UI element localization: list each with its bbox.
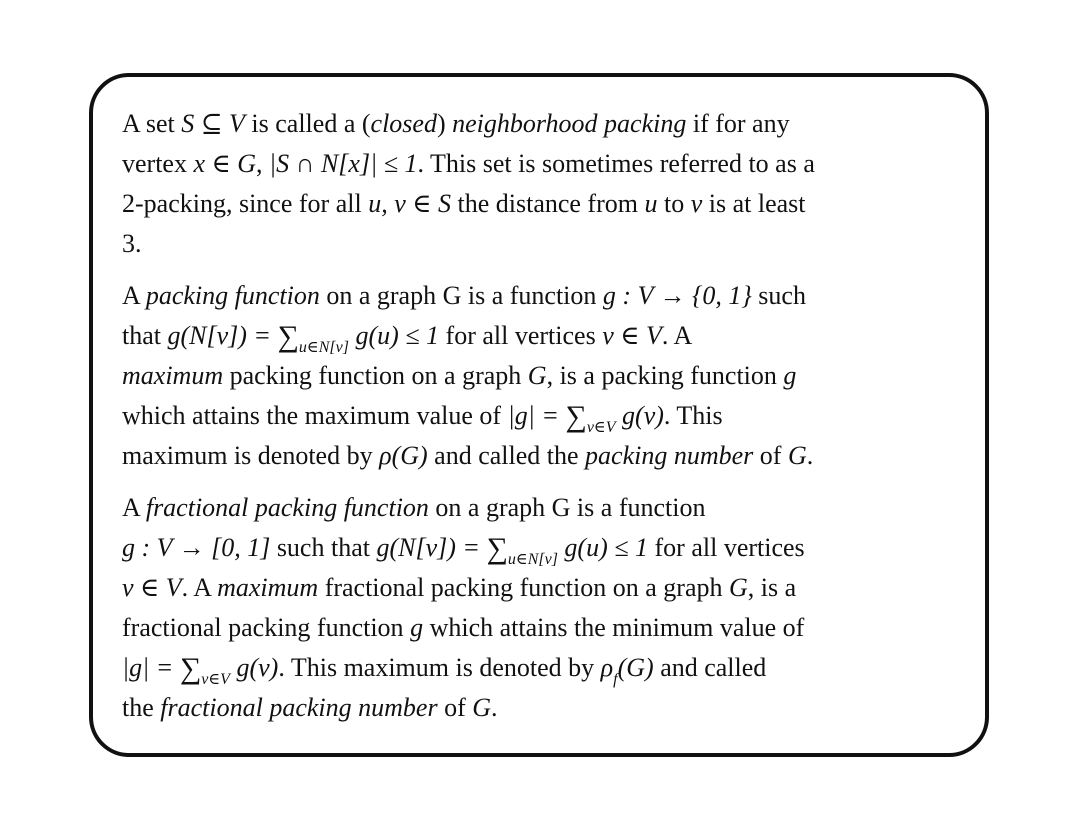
text-run: . A bbox=[181, 573, 218, 602]
math-expression: ρ(G) bbox=[379, 441, 428, 470]
text-run: if for any bbox=[686, 109, 790, 138]
text-run: packing function on a graph bbox=[223, 361, 528, 390]
math-expression: u, v ∈ S bbox=[368, 189, 451, 218]
math-expression: v ∈ V bbox=[122, 573, 182, 602]
definitions-text bbox=[122, 104, 962, 740]
text-run: and called bbox=[653, 653, 767, 682]
text-run: maximum is denoted by bbox=[122, 441, 380, 470]
text-run: vertex bbox=[122, 149, 194, 178]
text-line bbox=[122, 104, 962, 144]
math-expression: G bbox=[787, 441, 807, 470]
text-run: to bbox=[657, 189, 691, 218]
text-line bbox=[122, 568, 962, 608]
text-run: for all vertices bbox=[648, 533, 805, 562]
text-run: fractional packing function on a graph bbox=[318, 573, 729, 602]
emphasized-term: closed bbox=[370, 109, 437, 138]
math-expression: |g| = bbox=[122, 653, 180, 682]
math-expression: G bbox=[728, 573, 748, 602]
text-run: of bbox=[753, 441, 788, 470]
text-line bbox=[122, 688, 962, 728]
text-run: ) bbox=[436, 109, 453, 138]
math-expression: v ∈ V bbox=[602, 321, 662, 350]
text-run: , is a bbox=[747, 573, 797, 602]
paragraph-neighborhood-packing bbox=[122, 104, 962, 264]
text-run: which attains the minimum value of bbox=[423, 613, 805, 642]
math-subscript: f bbox=[613, 671, 618, 688]
math-expression: G bbox=[472, 693, 492, 722]
text-run: on a graph G is a function bbox=[319, 281, 603, 310]
text-line bbox=[122, 396, 962, 436]
summation-symbol: ∑ bbox=[565, 400, 587, 433]
math-expression: G bbox=[527, 361, 547, 390]
text-run: 3. bbox=[122, 229, 142, 258]
math-expression: g(u) ≤ 1 bbox=[348, 321, 440, 350]
math-expression: |g| = bbox=[507, 401, 566, 430]
paragraph-fractional-packing-function bbox=[122, 488, 962, 728]
math-expression: g(N[v]) = bbox=[376, 533, 487, 562]
text-run: for all vertices bbox=[439, 321, 603, 350]
emphasized-term: fractional packing number bbox=[160, 693, 438, 722]
text-run: ( bbox=[361, 109, 371, 138]
text-run: , bbox=[256, 149, 270, 178]
math-expression: u bbox=[644, 189, 658, 218]
text-line bbox=[122, 488, 962, 528]
math-expression: g : V → [0, 1] bbox=[122, 533, 271, 562]
emphasized-term: fractional packing function bbox=[145, 493, 429, 522]
text-run: . This set is sometimes referred to as a bbox=[417, 149, 815, 178]
math-expression: v bbox=[690, 189, 703, 218]
text-run: fractional packing function bbox=[122, 613, 411, 642]
text-run: 2-packing, since for all bbox=[122, 189, 369, 218]
text-run: which attains the maximum value of bbox=[122, 401, 508, 430]
summation-symbol: ∑ bbox=[179, 652, 202, 685]
math-expression: g bbox=[783, 361, 797, 390]
text-line bbox=[122, 648, 962, 688]
text-run: . bbox=[806, 441, 814, 470]
emphasized-term: packing function bbox=[145, 281, 320, 310]
text-run: A set bbox=[122, 109, 182, 138]
text-line bbox=[122, 356, 962, 396]
text-line bbox=[122, 184, 962, 224]
text-line bbox=[122, 276, 962, 316]
math-subscript: v∈V bbox=[586, 419, 616, 436]
math-expression: ρ bbox=[600, 653, 614, 682]
math-expression: g(u) ≤ 1 bbox=[557, 533, 649, 562]
text-run: that bbox=[122, 321, 168, 350]
text-line bbox=[122, 144, 962, 184]
math-expression: g bbox=[410, 613, 424, 642]
text-line bbox=[122, 528, 962, 568]
text-run: and called the bbox=[427, 441, 586, 470]
math-expression: |S ∩ N[x]| ≤ 1 bbox=[269, 149, 418, 178]
text-run: is at least bbox=[702, 189, 806, 218]
text-run: . This maximum is denoted by bbox=[278, 653, 601, 682]
paragraph-packing-function bbox=[122, 276, 962, 476]
math-expression: g : V → {0, 1} bbox=[602, 281, 752, 310]
text-run: such that bbox=[270, 533, 377, 562]
text-run: . A bbox=[661, 321, 693, 350]
text-line bbox=[122, 436, 962, 476]
math-expression: g(v) bbox=[229, 653, 279, 682]
text-run: . This bbox=[663, 401, 723, 430]
text-line bbox=[122, 608, 962, 648]
text-run: such bbox=[751, 281, 806, 310]
text-run: A bbox=[122, 281, 146, 310]
math-expression: S ⊆ V bbox=[181, 109, 245, 138]
text-line bbox=[122, 316, 962, 356]
emphasized-term: packing number bbox=[585, 441, 754, 470]
math-expression: g(v) bbox=[615, 401, 664, 430]
emphasized-term: neighborhood packing bbox=[452, 109, 687, 138]
text-run: the bbox=[122, 693, 161, 722]
math-expression: x ∈ G bbox=[193, 149, 257, 178]
text-run: on a graph G is a function bbox=[428, 493, 706, 522]
text-run: A bbox=[122, 493, 146, 522]
text-run: is called a bbox=[244, 109, 362, 138]
math-subscript: v∈V bbox=[201, 671, 230, 688]
math-subscript: u∈N[v] bbox=[507, 551, 558, 568]
math-expression: (G) bbox=[617, 653, 654, 682]
text-run: , is a packing function bbox=[546, 361, 784, 390]
text-line bbox=[122, 224, 962, 264]
text-run: of bbox=[437, 693, 473, 722]
summation-symbol: ∑ bbox=[277, 320, 299, 353]
summation-symbol: ∑ bbox=[486, 532, 508, 565]
math-expression: g(N[v]) = bbox=[167, 321, 278, 350]
text-run: . bbox=[491, 693, 498, 722]
emphasized-term: maximum bbox=[217, 573, 319, 602]
text-run: the distance from bbox=[450, 189, 645, 218]
math-subscript: u∈N[v] bbox=[298, 339, 349, 356]
emphasized-term: maximum bbox=[122, 361, 224, 390]
